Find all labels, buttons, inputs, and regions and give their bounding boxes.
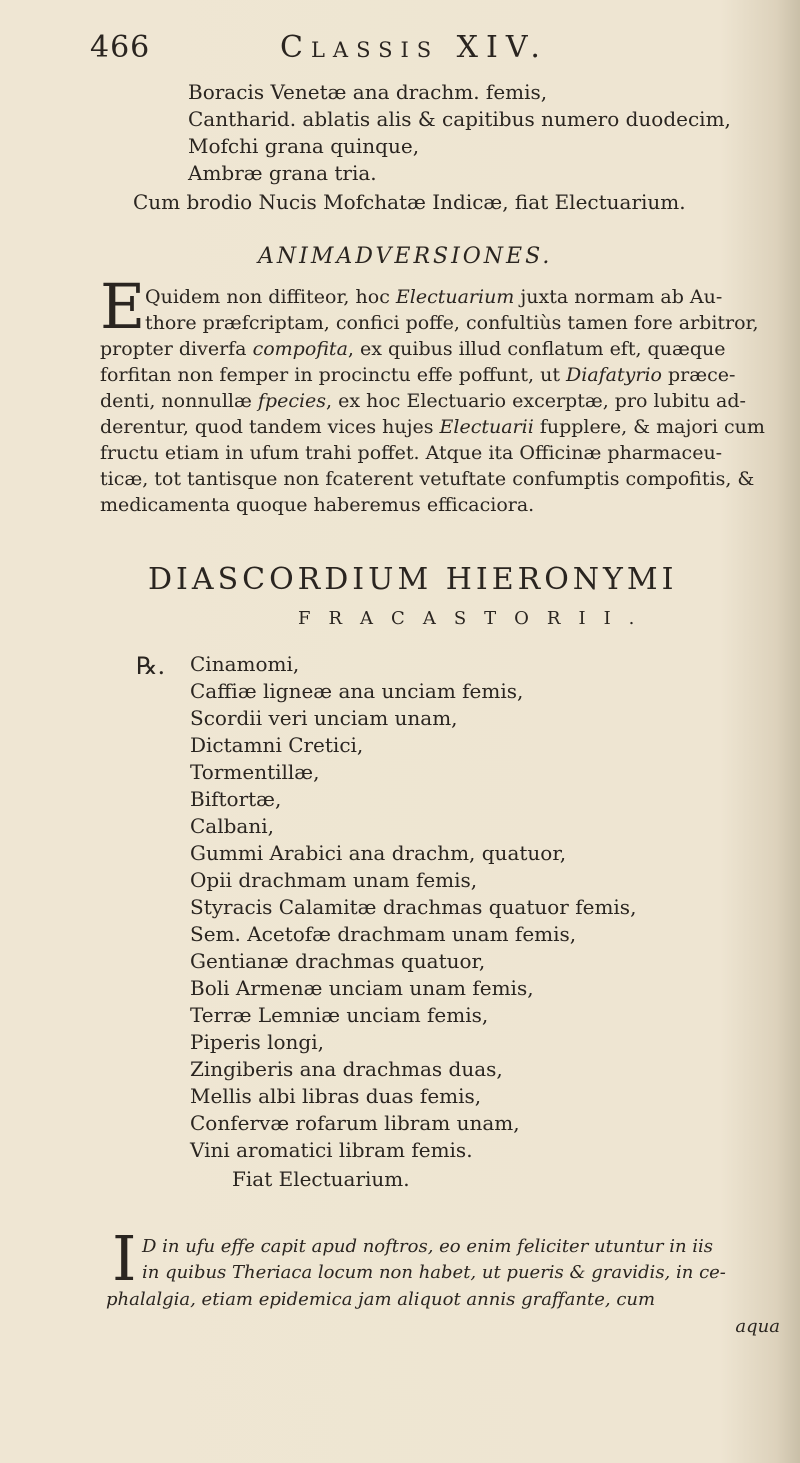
ingredient-line: Gentianæ drachmas quatuor,: [190, 949, 486, 973]
ingredient-line: Fiat Electuarium.: [232, 1167, 410, 1191]
recipe-subtitle: FRACASTORII.: [298, 608, 653, 629]
recipe-line: Cantharid. ablatis alis & capitibus numero duodecim,: [188, 107, 731, 131]
ingredient-line: Biftortæ,: [190, 787, 282, 811]
catchword: aqua: [735, 1316, 780, 1337]
paragraph-line: propter diverfa compofita, ex quibus illud conflatum eft, quæque: [100, 338, 726, 360]
paragraph-line: denti, nonnullæ fpecies, ex hoc Electuario excerptæ, pro lubitu ad-: [100, 390, 746, 412]
ingredient-line: Opii drachmam unam femis,: [190, 868, 478, 892]
ingredient-line: Styracis Calamitæ drachmas quatuor femis,: [190, 895, 637, 919]
paragraph-line: Quidem non diffiteor, hoc Electuarium juxta normam ab Au-: [145, 286, 723, 308]
ingredient-line: Caffiæ ligneæ ana unciam femis,: [190, 679, 524, 703]
page-header: [90, 30, 790, 80]
section-heading: ANIMADVERSIONES.: [258, 244, 553, 269]
ingredient-line: Terræ Lemniæ unciam femis,: [190, 1003, 489, 1027]
ingredient-line: Vini aromatici libram femis.: [190, 1138, 473, 1162]
ingredient-line: Tormentillæ,: [190, 760, 320, 784]
footnote-line: in quibus Theriaca locum non habet, ut pueris & gravidis, in ce-: [142, 1262, 726, 1283]
footnote-line: D in ufu effe capit apud noftros, eo enim feliciter utuntur in iis: [142, 1236, 714, 1257]
paragraph-line: fructu etiam in ufum trahi poffet. Atque ita Officinæ pharmaceu-: [100, 442, 723, 464]
page-number: 466: [90, 30, 151, 65]
ingredient-line: Mellis albi libras duas femis,: [190, 1084, 482, 1108]
paragraph-line: thore præfcriptam, confici poffe, confultiùs tamen fore arbitror,: [145, 312, 759, 334]
ingredient-line: Gummi Arabici ana drachm, quatuor,: [190, 841, 567, 865]
ingredient-line: Boli Armenæ unciam unam femis,: [190, 976, 534, 1000]
recipe-line: Boracis Venetæ ana drachm. femis,: [188, 80, 548, 104]
ingredient-line: Cinamomi,: [190, 652, 300, 676]
recipe-title: DIASCORDIUM HIERONYMI: [148, 562, 678, 597]
ingredient-line: Dictamni Cretici,: [190, 733, 364, 757]
recipe-line: Mofchi grana quinque,: [188, 134, 420, 158]
paragraph-line: forfitan non femper in procinctu effe poffunt, ut Diafatyrio præce-: [100, 364, 736, 386]
ingredient-line: Scordii veri unciam unam,: [190, 706, 458, 730]
recipe-line: Ambræ grana tria.: [188, 161, 377, 185]
ingredient-line: Zingiberis ana drachmas duas,: [190, 1057, 503, 1081]
running-title: Classis XIV.: [280, 30, 548, 65]
ingredient-line: Sem. Acetofæ drachmam unam femis,: [190, 922, 577, 946]
ingredient-line: Confervæ rofarum libram unam,: [190, 1111, 520, 1135]
paragraph-line: derentur, quod tandem vices hujes Electuarii fupplere, & majori cum: [100, 416, 765, 438]
ingredient-line: Piperis longi,: [190, 1030, 324, 1054]
recipe-line: Cum brodio Nucis Mofchatæ Indicæ, fiat Electuarium.: [133, 190, 686, 214]
footnote-line: phalalgia, etiam epidemica jam aliquot annis graffante, cum: [106, 1289, 656, 1310]
drop-capital: I: [112, 1222, 137, 1295]
ingredient-line: Calbani,: [190, 814, 274, 838]
paragraph-line: ticæ, tot tantisque non fcaterent vetuftate confumptis compofitis, &: [100, 468, 755, 490]
recipe-symbol: ℞.: [136, 652, 166, 680]
drop-capital: E: [100, 270, 146, 343]
paragraph-line: medicamenta quoque haberemus efficaciora.: [100, 494, 535, 516]
